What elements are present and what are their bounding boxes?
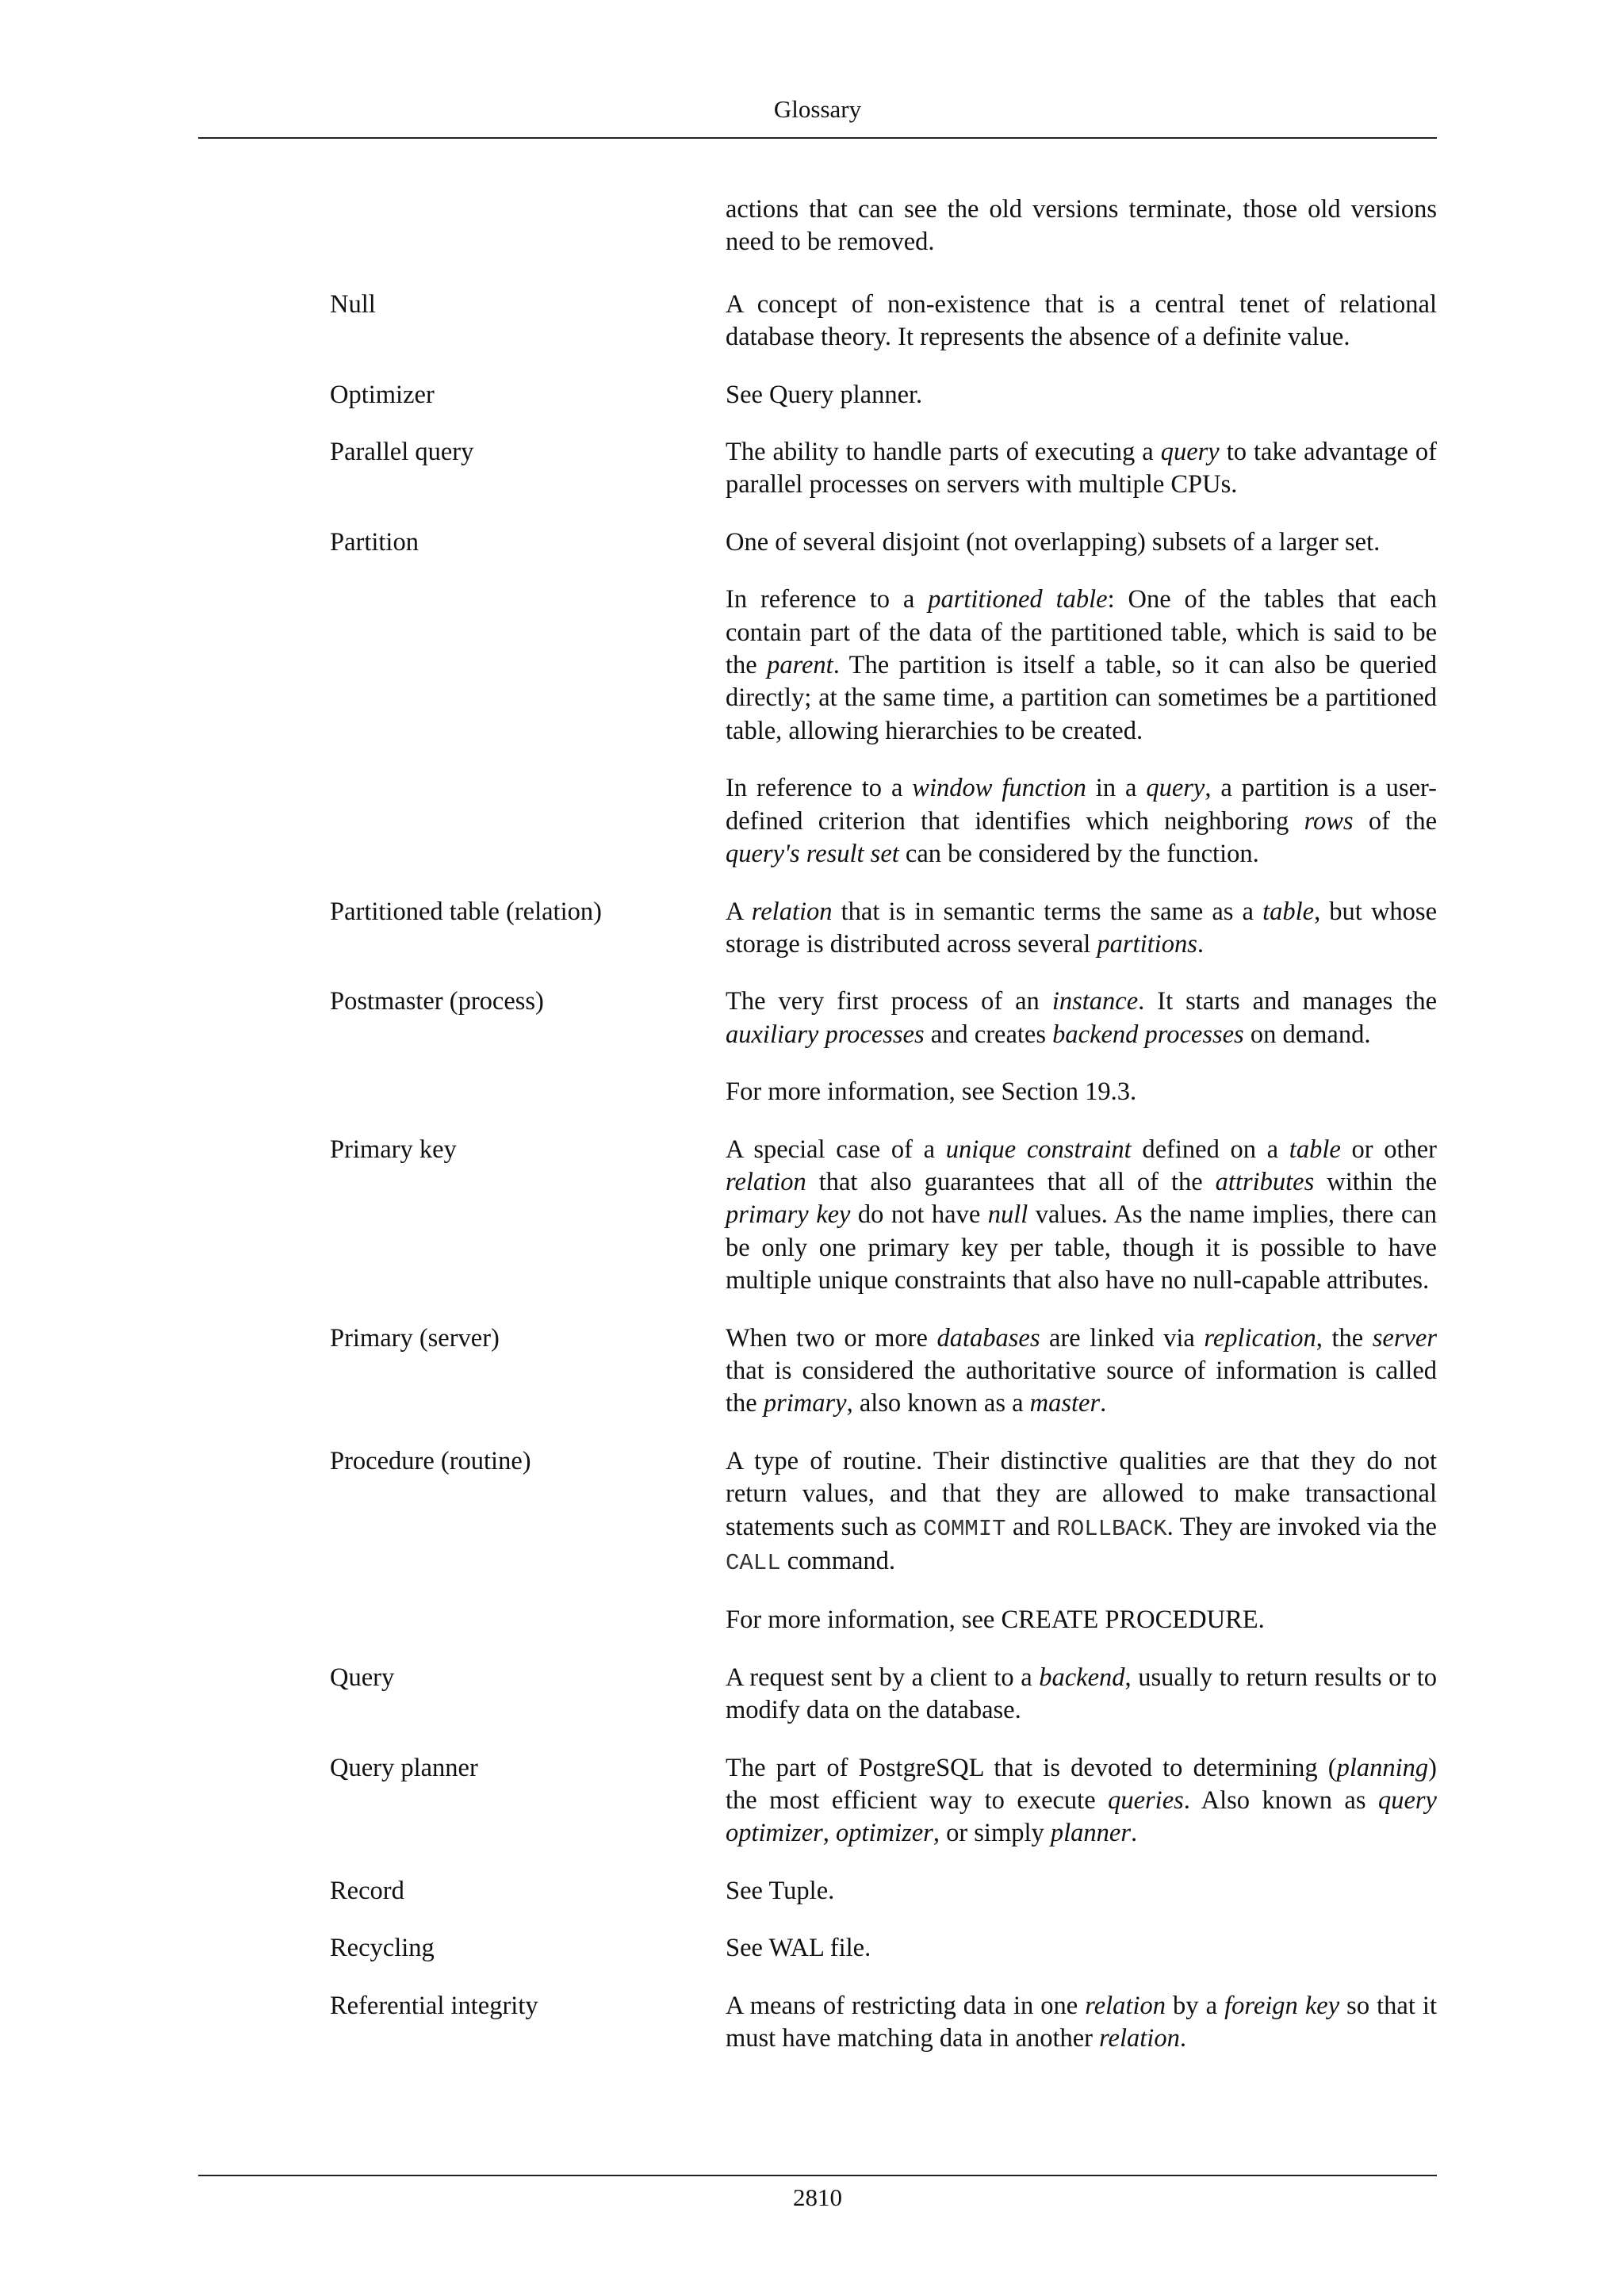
glossary-cross-reference: query optimizer: [726, 1786, 1437, 1848]
glossary-entry: [198, 1752, 1437, 1850]
definition-text: A request sent by a client to a: [726, 1663, 1040, 1692]
definition: [726, 1322, 1437, 1421]
definition-text: values. As the name implies, there can be only one primary key per table, though it is possible to have multiple unique constraints that also have no null-capable attributes.: [726, 1200, 1437, 1295]
definition-paragraph: [726, 379, 1437, 411]
definition: [726, 289, 1437, 354]
glossary-entry: [198, 985, 1437, 1108]
definition-text: .: [1197, 929, 1204, 959]
glossary-cross-reference: backend: [1039, 1663, 1125, 1692]
definition-text: .: [1130, 1819, 1138, 1848]
glossary-cross-reference: foreign key: [1224, 1991, 1340, 2020]
glossary-list: [198, 193, 1437, 2080]
glossary-cross-reference: null: [987, 1200, 1028, 1230]
glossary-cross-reference: relation: [1099, 2024, 1180, 2053]
sql-keyword: ROLLBACK: [1056, 1515, 1167, 1542]
definition-text: .: [1100, 1389, 1107, 1418]
definition-text: For more information, see CREATE PROCEDURE.: [726, 1605, 1265, 1635]
glossary-cross-reference: replication: [1204, 1323, 1316, 1353]
definition: [726, 896, 1437, 962]
definition-text: , also known as a: [846, 1389, 1030, 1418]
definition-text: so that it must have matching data in another: [726, 1991, 1437, 2053]
glossary-cross-reference: databases: [936, 1323, 1040, 1353]
definition-text: . The partition is itself a table, so it can also be queried directly; at the same time, a partition can sometimes be a partitioned table, allowing hierarchies to be created.: [726, 651, 1437, 745]
glossary-cross-reference: query's result set: [726, 840, 899, 869]
definition-text: on demand.: [1243, 1020, 1371, 1049]
glossary-cross-reference: auxiliary processes: [726, 1020, 925, 1049]
glossary-cross-reference: primary: [763, 1389, 847, 1418]
definition-text: , a partition is a user-defined criterion that identifies which neighboring: [726, 774, 1437, 836]
glossary-term: Partition: [330, 527, 419, 557]
definition-text: A type of routine. Their distinctive qualities are that they do not return values, and that they are allowed to make transactional statements such as: [726, 1446, 1437, 1541]
definition-text: ) the most efficient way to execute: [726, 1753, 1437, 1816]
definition-text: In reference to a: [726, 585, 929, 614]
definition-text: The ability to handle parts of executing a: [726, 438, 1161, 467]
definition-paragraph: [726, 1662, 1437, 1728]
glossary-cross-reference: planning: [1336, 1753, 1429, 1782]
definition-text: For more information, see Section 19.3.: [726, 1077, 1137, 1107]
definition-paragraph: [726, 1932, 1437, 1965]
definition: [726, 1752, 1437, 1850]
definition-paragraph: [726, 1990, 1437, 2056]
glossary-entry: [198, 526, 1437, 871]
glossary-cross-reference: instance: [1051, 987, 1139, 1016]
definition: [726, 436, 1437, 502]
glossary-cross-reference: unique constraint: [945, 1135, 1132, 1164]
definition-text: can be considered by the function.: [898, 840, 1259, 869]
definition-text: command.: [780, 1547, 896, 1575]
definition-paragraph: [726, 1752, 1437, 1850]
glossary-entry: [198, 1662, 1437, 1728]
glossary-cross-reference: backend processes: [1052, 1020, 1244, 1049]
glossary-term: Recycling: [330, 1934, 435, 1963]
definition-text: within the: [1314, 1167, 1437, 1196]
glossary-entry: [198, 379, 1437, 411]
definition-text: See WAL file.: [726, 1934, 871, 1963]
definition-text: that is considered the authoritative source of information is called the: [726, 1356, 1437, 1418]
glossary-term: Query planner: [330, 1753, 478, 1782]
glossary-cross-reference: partitioned table: [928, 585, 1108, 614]
sql-keyword: CALL: [726, 1550, 781, 1576]
definition-paragraph: [726, 289, 1437, 354]
definition-text: When two or more: [726, 1323, 937, 1353]
definition-paragraph: [726, 1445, 1437, 1580]
glossary-cross-reference: optimizer: [836, 1819, 933, 1848]
definition: [726, 1134, 1437, 1298]
definition-text: The part of PostgreSQL that is devoted to determining (: [726, 1753, 1337, 1782]
definition-text: by a: [1166, 1991, 1225, 2020]
glossary-entry: [198, 1875, 1437, 1908]
glossary-entry: [198, 436, 1437, 502]
glossary-term: Partitioned table (relation): [330, 897, 602, 926]
glossary-cross-reference: primary key: [726, 1200, 851, 1230]
definition-text: . Also known as: [1183, 1786, 1378, 1816]
definition-text: , or simply: [933, 1819, 1051, 1848]
definition-text: The very first process of an: [726, 987, 1052, 1016]
definition-text: are linked via: [1040, 1323, 1205, 1353]
definition-text: .: [1179, 2024, 1186, 2053]
glossary-entry: [198, 1322, 1437, 1421]
definition-paragraph: [726, 1134, 1437, 1298]
definition: [726, 1445, 1437, 1637]
definition: [726, 985, 1437, 1108]
definition-paragraph: [726, 436, 1437, 502]
continued-entry: [198, 193, 1437, 259]
glossary-entry: [198, 1134, 1437, 1298]
page-number: 2810: [793, 2183, 842, 2211]
definition-paragraph: [726, 772, 1437, 871]
glossary-term: Parallel query: [330, 438, 474, 467]
definition-text: , the: [1316, 1323, 1373, 1353]
definition-paragraph: [726, 1322, 1437, 1421]
definition-text: actions that can see the old versions terminate, those old versions need to be removed.: [726, 195, 1437, 257]
definition-text: A special case of a: [726, 1135, 946, 1164]
glossary-cross-reference: planner: [1050, 1819, 1131, 1848]
definition-text: A: [726, 897, 752, 926]
definition-text: or other: [1340, 1135, 1437, 1164]
glossary-term: Record: [330, 1876, 404, 1905]
glossary-term: Referential integrity: [330, 1991, 538, 2020]
definition-text: ,: [822, 1819, 837, 1848]
glossary-cross-reference: partitions: [1097, 929, 1197, 959]
footer-rule: [198, 2175, 1437, 2176]
definition-text: : One of the tables that each contain part of the data of the partitioned table, which is said to be the: [726, 585, 1437, 680]
definition-paragraph: [726, 1604, 1437, 1636]
glossary-cross-reference: query: [1146, 774, 1205, 803]
glossary-cross-reference: queries: [1108, 1786, 1184, 1816]
definition-text: A means of restricting data in one: [726, 1991, 1086, 2020]
glossary-cross-reference: table: [1289, 1135, 1341, 1164]
glossary-term: Query: [330, 1663, 395, 1692]
definition-text: that is in semantic terms the same as a: [832, 897, 1263, 926]
definition-paragraph: [726, 193, 1437, 259]
definition-text: In reference to a: [726, 774, 913, 803]
definition-text: . They are invoked via the: [1166, 1512, 1437, 1541]
glossary-cross-reference: server: [1372, 1323, 1437, 1353]
glossary-term: Null: [330, 289, 376, 319]
glossary-entry: [198, 1932, 1437, 1965]
definition-text: defined on a: [1131, 1135, 1289, 1164]
definition: [726, 1990, 1437, 2056]
glossary-cross-reference: window function: [912, 774, 1086, 803]
glossary-cross-reference: attributes: [1215, 1167, 1315, 1196]
definition-paragraph: [726, 584, 1437, 748]
glossary-cross-reference: parent: [767, 651, 833, 680]
definition-text: do not have: [850, 1200, 988, 1230]
definition: [726, 1932, 1437, 1965]
definition-text: and creates: [924, 1020, 1053, 1049]
glossary-cross-reference: query: [1160, 438, 1220, 467]
glossary-entry: [198, 289, 1437, 354]
glossary-term: Primary (server): [330, 1323, 500, 1353]
glossary-entry: [198, 1990, 1437, 2056]
definition: [726, 526, 1437, 871]
definition-text: One of several disjoint (not overlapping) subsets of a larger set.: [726, 527, 1381, 557]
definition-text: that also guarantees that all of the: [806, 1167, 1216, 1196]
definition-text: A concept of non-existence that is a central tenet of relational database theory. It represents the absence of a definite value.: [726, 289, 1437, 352]
definition-text: in a: [1086, 774, 1147, 803]
glossary-cross-reference: relation: [1085, 1991, 1166, 2020]
glossary-term: Procedure (routine): [330, 1446, 531, 1475]
glossary-term: Primary key: [330, 1135, 457, 1164]
glossary-cross-reference: relation: [726, 1167, 806, 1196]
glossary-cross-reference: relation: [751, 897, 833, 926]
glossary-term: Optimizer: [330, 380, 435, 409]
sql-keyword: COMMIT: [923, 1515, 1006, 1542]
definition-text: to take advantage of parallel processes on servers with multiple CPUs.: [726, 438, 1437, 499]
definition-paragraph: [726, 1076, 1437, 1108]
definition-paragraph: [726, 526, 1437, 559]
glossary-cross-reference: table: [1262, 897, 1315, 926]
glossary-entry: [198, 896, 1437, 962]
definition-text: and: [1005, 1512, 1057, 1541]
definition-text: . It starts and manages the: [1138, 987, 1438, 1016]
definition: [726, 1875, 1437, 1908]
definition: [726, 193, 1437, 259]
definition-paragraph: [726, 896, 1437, 962]
running-header: Glossary: [773, 95, 862, 123]
definition-text: of the: [1353, 806, 1437, 836]
glossary-entry: [198, 1445, 1437, 1637]
definition-paragraph: [726, 1875, 1437, 1908]
glossary-term: Postmaster (process): [330, 987, 544, 1016]
glossary-cross-reference: rows: [1304, 806, 1354, 836]
definition-text: , usually to return results or to modify data on the database.: [726, 1663, 1438, 1725]
definition-text: , but whose storage is distributed across several: [726, 897, 1437, 959]
glossary-cross-reference: master: [1029, 1389, 1101, 1418]
definition: [726, 379, 1437, 411]
definition-paragraph: [726, 985, 1437, 1051]
header-rule: [198, 137, 1437, 139]
definition-text: See Query planner.: [726, 380, 923, 409]
definition-text: See Tuple.: [726, 1876, 835, 1905]
definition: [726, 1662, 1437, 1728]
